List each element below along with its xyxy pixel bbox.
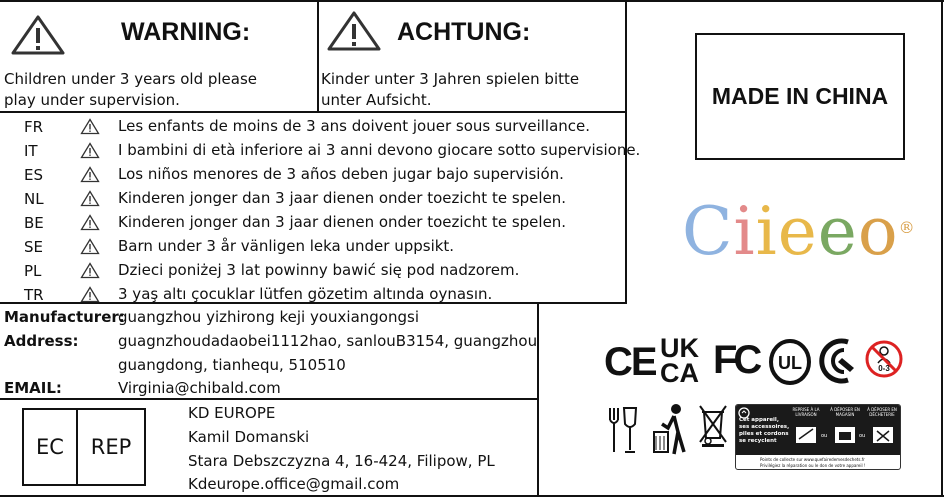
triman-col-3: À DÉPOSER EN DÉCHETERIE bbox=[867, 407, 897, 417]
brand-logo bbox=[682, 192, 916, 272]
ul-mark-text: UL bbox=[778, 353, 802, 373]
store-icon bbox=[833, 423, 857, 445]
brand-letter: i bbox=[733, 193, 756, 270]
ce-mark-icon bbox=[604, 340, 656, 385]
language-warning-text: 3 yaş altı çocuklar lütfen gözetim altında oynasın. bbox=[118, 285, 493, 303]
language-warnings-list bbox=[0, 113, 641, 304]
warning-triangle-icon bbox=[10, 14, 66, 56]
manufacturer-value: guangzhou yizhirong keji youxiangongsi bbox=[118, 308, 419, 326]
triman-ou-1: ou bbox=[821, 433, 828, 439]
ec-rep-company: KD EUROPE bbox=[188, 404, 276, 422]
triman-text-2: ses accessoires, bbox=[739, 424, 790, 430]
brand-letter: i bbox=[755, 193, 778, 270]
divider-under-manufacturer bbox=[0, 398, 539, 400]
warning-de-line2: unter Aufsicht. bbox=[321, 91, 432, 109]
rep-badge: REP bbox=[76, 408, 146, 486]
language-code: ES bbox=[24, 166, 43, 184]
warning-triangle-icon bbox=[80, 286, 100, 303]
brand-letter: C bbox=[682, 193, 734, 270]
warning-triangle-icon bbox=[80, 262, 100, 279]
triman-col-1: REPRISE À LA LIVRAISON bbox=[792, 407, 820, 417]
email-label: EMAIL: bbox=[4, 379, 62, 397]
phone-recycle-icon bbox=[818, 336, 862, 386]
warning-en-line2: play under supervision. bbox=[4, 91, 180, 109]
triman-text-4: se recyclent bbox=[739, 438, 777, 444]
warning-triangle-icon bbox=[80, 166, 100, 183]
language-warning-text: I bambini di età inferiore ai 3 anni devono giocare sotto supervisione. bbox=[118, 141, 641, 159]
brand-letter: e bbox=[817, 193, 858, 270]
made-in-china-box bbox=[695, 33, 905, 160]
manufacturer-section bbox=[0, 304, 537, 398]
triman-info-panel bbox=[735, 404, 901, 470]
drop-off-icon bbox=[871, 423, 895, 445]
ukca-mark-icon bbox=[660, 333, 699, 388]
crossed-bin-icon bbox=[698, 402, 728, 448]
tidyman-icon bbox=[650, 402, 690, 456]
address-label: Address: bbox=[4, 332, 79, 350]
brand-letter: e bbox=[777, 193, 818, 270]
age-badge-text: 0-3 bbox=[878, 364, 890, 373]
warning-de-line1: Kinder unter 3 Jahren spielen bitte bbox=[321, 70, 580, 88]
language-warning-text: Kinderen jonger dan 3 jaar dienen onder toezicht te spelen. bbox=[118, 213, 567, 231]
language-warning-text: Kinderen jonger dan 3 jaar dienen onder toezicht te spelen. bbox=[118, 189, 567, 207]
ec-rep-address: Stara Debszczyzna 4, 16-424, Filipow, PL bbox=[188, 452, 495, 470]
triman-text-1: Cet appareil, bbox=[739, 417, 779, 423]
registered-mark: ® bbox=[898, 218, 916, 237]
warning-de-section bbox=[319, 0, 625, 111]
ec-rep-name: Kamil Domanski bbox=[188, 428, 310, 446]
address-line1: guagnzhoudadaobei1112hao, sanlouB3154, guangzhou bbox=[118, 332, 538, 350]
ce-mark-text: CE bbox=[604, 340, 656, 384]
manufacturer-label: Manufacturer: bbox=[4, 308, 125, 326]
brand-letter: o bbox=[857, 193, 899, 270]
age-restriction-icon bbox=[864, 337, 904, 385]
triman-ou-2: ou bbox=[859, 433, 866, 439]
ec-rep-email: Kdeurope.office@gmail.com bbox=[188, 475, 400, 493]
language-code: TR bbox=[24, 286, 44, 304]
warning-en-title: WARNING: bbox=[121, 18, 251, 46]
ec-badge: EC bbox=[22, 408, 78, 486]
delivery-truck-icon bbox=[794, 423, 818, 445]
warning-triangle-icon bbox=[80, 214, 100, 231]
food-safe-icon bbox=[604, 404, 640, 456]
language-warning-text: Les enfants de moins de 3 ans doivent jouer sous surveillance. bbox=[118, 117, 591, 135]
triman-footer-2: Privilégiez la réparation ou le don de votre appareil ! bbox=[760, 463, 866, 468]
warning-triangle-icon bbox=[80, 142, 100, 159]
warning-triangle-icon bbox=[80, 190, 100, 207]
language-warning-text: Barn under 3 år vänligen leka under uppsikt. bbox=[118, 237, 455, 255]
warning-triangle-icon bbox=[80, 118, 100, 135]
language-code: BE bbox=[24, 214, 44, 232]
language-code: IT bbox=[24, 142, 38, 160]
fc-mark-text: FC bbox=[713, 338, 759, 382]
language-code: FR bbox=[24, 118, 44, 136]
language-code: SE bbox=[24, 238, 43, 256]
made-in-china-text: MADE IN CHINA bbox=[711, 83, 889, 109]
fc-mark-icon bbox=[713, 338, 758, 383]
warning-de-title: ACHTUNG: bbox=[397, 18, 531, 46]
triman-footer-1: Points de collecte sur www.quefairedemesdechets.fr bbox=[760, 457, 865, 462]
warning-triangle-icon bbox=[326, 10, 382, 52]
address-line2: guangdong, tianhequ, 510510 bbox=[118, 356, 346, 374]
warning-triangle-icon bbox=[80, 238, 100, 255]
ul-mark-icon bbox=[768, 338, 812, 386]
email-value: Virginia@chibald.com bbox=[118, 379, 281, 397]
border-right bbox=[941, 0, 943, 497]
ukca-bottom-text: CA bbox=[660, 358, 699, 388]
triman-text-3: piles et cordons bbox=[739, 431, 789, 437]
triman-col-2: À DÉPOSER EN MAGASIN bbox=[830, 407, 860, 417]
language-warning-text: Dzieci poniżej 3 lat powinny bawić się pod nadzorem. bbox=[118, 261, 520, 279]
ukca-top-text: UK bbox=[660, 333, 699, 363]
warning-en-section bbox=[0, 0, 317, 111]
language-code: NL bbox=[24, 190, 44, 208]
language-code: PL bbox=[24, 262, 42, 280]
language-warning-text: Los niños menores de 3 años deben jugar bajo supervisión. bbox=[118, 165, 564, 183]
warning-en-line1: Children under 3 years old please bbox=[4, 70, 258, 88]
